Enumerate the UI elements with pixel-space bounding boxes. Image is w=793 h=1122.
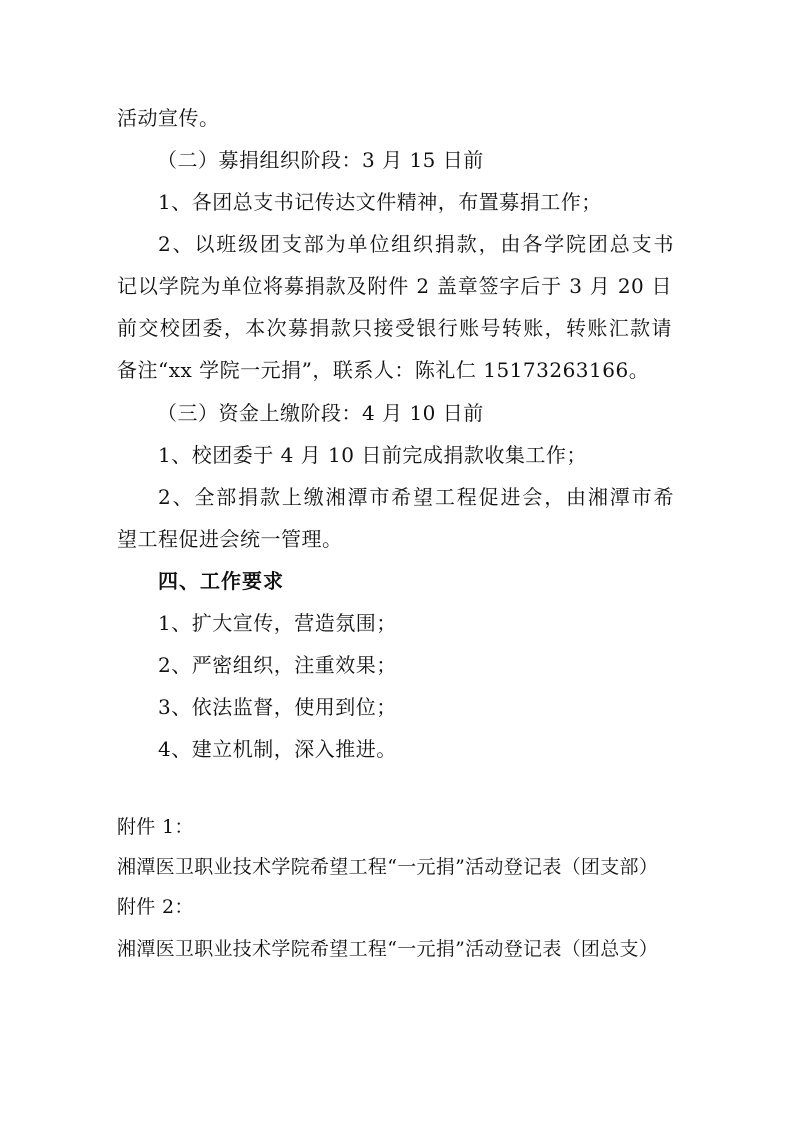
stage-three-item-2-line-1: 2、全部捐款上缴湘潭市希望工程促进会，由湘潭市希 — [158, 485, 674, 509]
requirement-item-3: 3、依法监督，使用到位； — [158, 695, 397, 719]
requirement-item-4: 4、建立机制，深入推进。 — [158, 737, 397, 761]
attachment-1-label: 附件 1： — [117, 816, 194, 838]
stage-two-item-1: 1、各团总支书记传达文件精神，布置募捐工作； — [158, 190, 602, 214]
stage-two-heading: （二）募捐组织阶段：3 月 15 日前 — [157, 148, 484, 172]
attachment-1-title: 湘潭医卫职业技术学院希望工程“一元捐”活动登记表（团支部） — [117, 856, 659, 878]
requirement-item-2: 2、严密组织，注重效果； — [158, 653, 397, 677]
stage-two-item-2-line-1: 2、以班级团支部为单位组织捐款，由各学院团总支书 — [158, 232, 674, 256]
stage-three-heading: （三）资金上缴阶段：4 月 10 日前 — [157, 401, 484, 425]
stage-three-item-1: 1、校团委于 4 月 10 日前完成捐款收集工作； — [158, 443, 587, 467]
section-heading-work-requirements: 四、工作要求 — [158, 569, 284, 593]
attachment-2-title: 湘潭医卫职业技术学院希望工程“一元捐”活动登记表（团总支） — [117, 938, 659, 960]
stage-three-item-2-line-2: 望工程促进会统一管理。 — [117, 527, 343, 551]
stage-two-item-2-line-3: 前交校团委，本次募捐款只接受银行账号转账，转账汇款请 — [117, 316, 672, 340]
attachment-2-label: 附件 2： — [117, 896, 194, 918]
stage-two-item-2-line-4: 备注“xx 学院一元捐”，联系人：陈礼仁 15173263166。 — [117, 358, 650, 382]
stage-two-item-2-line-2: 记以学院为单位将募捐款及附件 2 盖章签字后于 3 月 20 日 — [117, 274, 672, 298]
paragraph-continuation: 活动宣传。 — [117, 106, 220, 130]
requirement-item-1: 1、扩大宣传，营造氛围； — [158, 611, 397, 635]
